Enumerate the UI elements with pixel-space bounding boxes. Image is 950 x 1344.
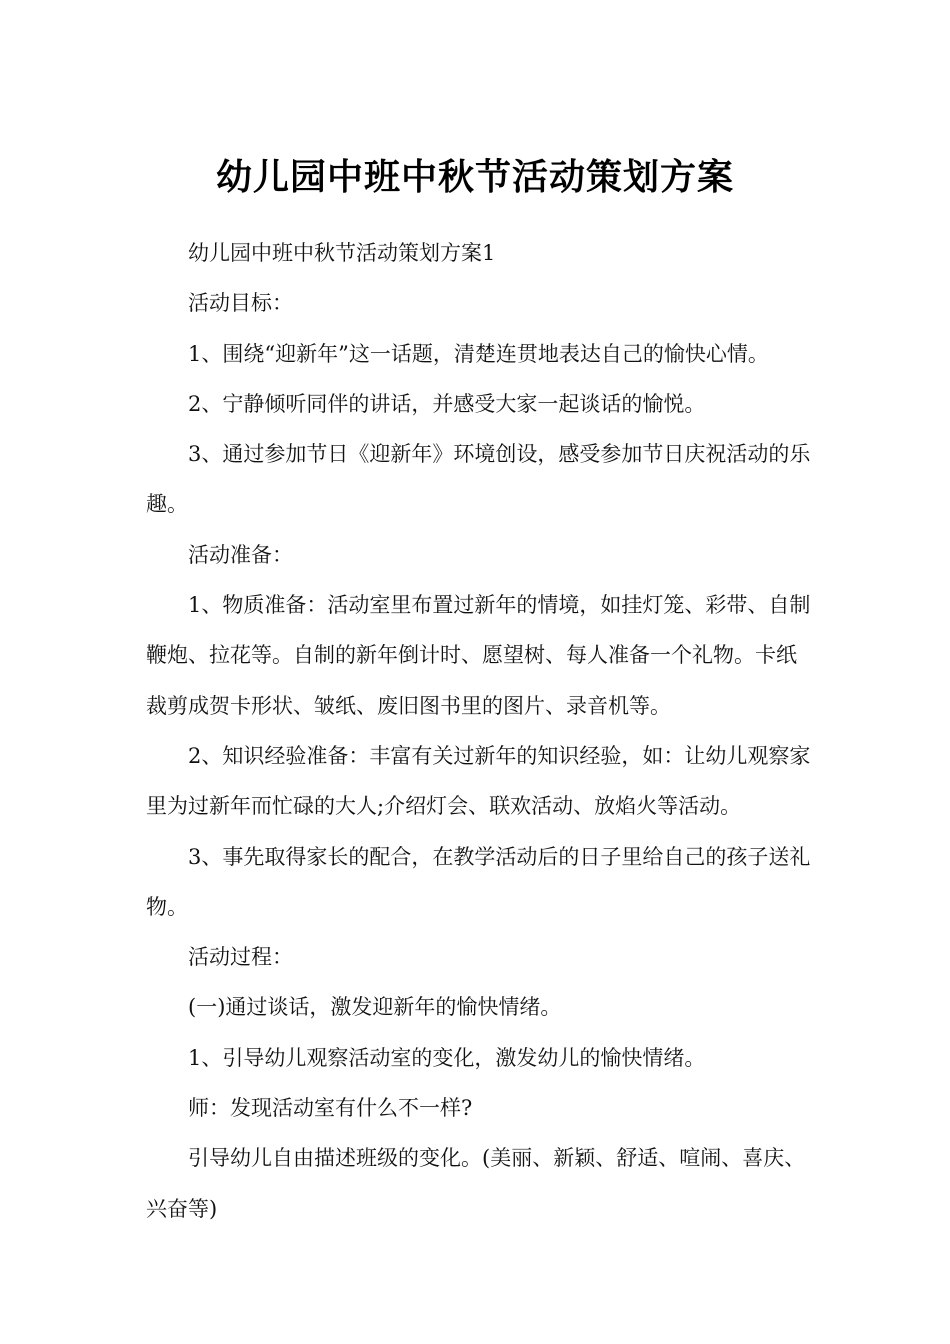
paragraph-goals-heading: 活动目标： [188,291,293,316]
paragraph-preparation-2: 2、知识经验准备：丰富有关过新年的知识经验，如：让幼儿观察家里为过新年而忙碌的大人;介绍灯会、联欢活动、放焰火等活动。 [146,743,811,819]
paragraph-preparation-3: 3、事先取得家长的配合，在教学活动后的日子里给自己的孩子送礼物。 [146,844,811,919]
document-body [146,228,812,1234]
paragraph-teacher-question: 师：发现活动室有什么不一样? [188,1096,473,1121]
paragraph-goal-3: 3、通过参加节日《迎新年》环境创设，感受参加节日庆祝活动的乐趣。 [146,442,811,517]
paragraph-goal-2: 2、宁静倾听同伴的讲话，并感受大家一起谈话的愉悦。 [188,391,706,416]
paragraph-process-heading: 活动过程： [188,945,293,970]
paragraph-process-item-1: 1、引导幼儿观察活动室的变化，激发幼儿的愉快情绪。 [188,1045,706,1070]
paragraph-goal-1: 1、围绕“迎新年”这一话题，清楚连贯地表达自己的愉快心情。 [188,341,769,366]
paragraph-plan-heading: 幼儿园中班中秋节活动策划方案1 [188,241,496,265]
paragraph-preparation-heading: 活动准备： [188,542,293,567]
paragraph-process-step-1: (一)通过谈话，激发迎新年的愉快情绪。 [188,995,562,1020]
document-title: 幼儿园中班中秋节活动策划方案 [215,157,734,199]
paragraph-guidance: 引导幼儿自由描述班级的变化。(美丽、新颖、舒适、喧闹、喜庆、兴奋等) [146,1146,806,1221]
paragraph-preparation-1: 1、物质准备：活动室里布置过新年的情境，如挂灯笼、彩带、自制鞭炮、拉花等。自制的新年倒计时、愿望树、每人准备一个礼物。卡纸裁剪成贺卡形状、皱纸、废旧图书里的图片、录音机等。 [146,593,811,718]
